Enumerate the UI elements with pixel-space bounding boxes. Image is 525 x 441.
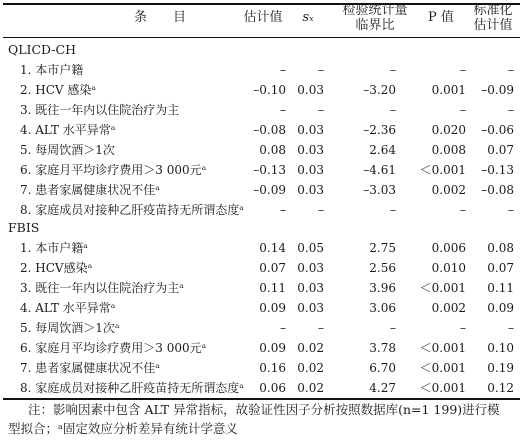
std-cell: –0.06	[481, 123, 514, 137]
std-cell: 0.09	[487, 301, 514, 315]
row-label: 8. 家庭成员对接种乙肝疫苗持无所谓态度ᵃ	[20, 203, 244, 217]
se-cell: 0.03	[297, 123, 324, 137]
std-cell: 0.07	[487, 261, 514, 275]
std-cell: –	[508, 103, 514, 117]
stat-cell: –	[390, 321, 396, 335]
p-cell: ＜0.001	[419, 163, 466, 177]
p-cell: 0.008	[431, 143, 466, 157]
header-stat-line2: 临界比	[355, 18, 395, 33]
se-cell: 0.02	[297, 381, 324, 395]
row-label: 3. 既往一年内以住院治疗为主ᵃ	[20, 281, 184, 295]
header-se: sₓ	[302, 10, 314, 25]
se-cell: 0.03	[297, 143, 324, 157]
p-cell: –	[460, 103, 466, 117]
row-label: 6. 家庭月平均诊疗费用＞3 000元ᵃ	[20, 163, 207, 177]
se-cell: –	[318, 203, 324, 217]
estimate-cell: –	[280, 321, 286, 335]
header-p: P 值	[428, 10, 454, 25]
stat-cell: 3.78	[369, 341, 396, 355]
se-cell: 0.03	[297, 163, 324, 177]
section-title-fbis: FBIS	[8, 220, 40, 235]
row-label: 8. 家庭成员对接种乙肝疫苗持无所谓态度ᵃ	[20, 381, 244, 395]
header-std-line1: 标准化	[473, 3, 513, 18]
stat-cell: –4.61	[363, 163, 396, 177]
se-cell: 0.03	[297, 261, 324, 275]
std-cell: –0.08	[481, 183, 514, 197]
se-cell: –	[318, 63, 324, 77]
se-cell: 0.03	[297, 83, 324, 97]
stat-cell: –	[390, 63, 396, 77]
p-cell: –	[460, 63, 466, 77]
estimate-cell: 0.14	[259, 241, 286, 255]
estimate-cell: 0.16	[259, 361, 286, 375]
estimate-cell: –0.08	[253, 123, 286, 137]
row-label: 1. 本市户籍ᵃ	[20, 241, 88, 255]
estimate-cell: 0.07	[259, 261, 286, 275]
std-cell: 0.08	[487, 241, 514, 255]
p-cell: ＜0.001	[419, 361, 466, 375]
p-cell: 0.006	[431, 241, 466, 255]
std-cell: –0.09	[481, 83, 514, 97]
se-cell: 0.02	[297, 341, 324, 355]
row-label: 4. ALT 水平异常ᵃ	[20, 123, 116, 137]
std-cell: –0.13	[481, 163, 514, 177]
row-label: 6. 家庭月平均诊疗费用＞3 000元ᵃ	[20, 341, 207, 355]
stat-cell: 2.56	[369, 261, 396, 275]
row-label: 1. 本市户籍	[20, 63, 84, 77]
stat-cell: 2.75	[369, 241, 396, 255]
row-label: 5. 每周饮酒＞1次ᵃ	[20, 321, 120, 335]
p-cell: –	[460, 203, 466, 217]
stat-cell: –2.36	[363, 123, 396, 137]
se-cell: –	[318, 103, 324, 117]
std-cell: 0.11	[487, 281, 514, 295]
stat-cell: 3.06	[369, 301, 396, 315]
se-cell: 0.05	[297, 241, 324, 255]
std-cell: –	[508, 321, 514, 335]
header-stat-line1: 检验统计量	[342, 3, 408, 18]
std-cell: –	[508, 203, 514, 217]
se-cell: 0.03	[297, 301, 324, 315]
std-cell: 0.12	[487, 381, 514, 395]
stat-cell: –	[390, 103, 396, 117]
estimate-cell: –0.13	[253, 163, 286, 177]
estimate-cell: –0.09	[253, 183, 286, 197]
estimate-cell: 0.09	[259, 341, 286, 355]
row-label: 2. HCV感染ᵃ	[20, 261, 93, 275]
estimate-cell: 0.09	[259, 301, 286, 315]
table-note-line2: 型拟合；ᵃ固定效应分析差异有统计学意义	[8, 421, 238, 436]
table-note-line1: 注：影响因素中包含 ALT 异常指标，故验证性因子分析按照数据库(n=1 199)进行模	[28, 402, 500, 417]
section-title-qlicd: QLICD-CH	[8, 42, 76, 57]
p-cell: –	[460, 321, 466, 335]
stat-cell: –3.20	[363, 83, 396, 97]
std-cell: 0.10	[487, 341, 514, 355]
se-cell: 0.03	[297, 281, 324, 295]
header-std-line2: 估计值	[473, 18, 513, 33]
se-cell: 0.03	[297, 183, 324, 197]
stat-cell: –3.03	[363, 183, 396, 197]
p-cell: ＜0.001	[419, 341, 466, 355]
row-label: 2. HCV 感染ᵃ	[20, 83, 97, 97]
row-label: 5. 每周饮酒＞1次	[20, 143, 115, 157]
header-bottom-rule	[3, 37, 520, 38]
stat-cell: –	[390, 203, 396, 217]
se-cell: –	[318, 321, 324, 335]
estimate-cell: –	[280, 203, 286, 217]
estimate-cell: 0.11	[259, 281, 286, 295]
row-label: 7. 患者家属健康状况不佳ᵃ	[20, 183, 160, 197]
stat-cell: 4.27	[369, 381, 396, 395]
estimate-cell: –	[280, 63, 286, 77]
estimate-cell: 0.08	[259, 143, 286, 157]
std-cell: 0.19	[487, 361, 514, 375]
p-cell: 0.001	[431, 83, 466, 97]
p-cell: 0.020	[431, 123, 466, 137]
table-top-rule	[3, 3, 520, 5]
row-label: 3. 既往一年内以住院治疗为主	[20, 103, 180, 117]
p-cell: 0.002	[431, 301, 466, 315]
header-estimate: 估计值	[243, 10, 283, 25]
p-cell: 0.010	[431, 261, 466, 275]
p-cell: ＜0.001	[419, 381, 466, 395]
estimate-cell: –0.10	[253, 83, 286, 97]
std-cell: –	[508, 63, 514, 77]
estimate-cell: 0.06	[259, 381, 286, 395]
se-cell: 0.02	[297, 361, 324, 375]
stat-cell: 3.96	[369, 281, 396, 295]
p-cell: 0.002	[431, 183, 466, 197]
p-cell: ＜0.001	[419, 281, 466, 295]
estimate-cell: –	[280, 103, 286, 117]
stat-cell: 6.70	[369, 361, 396, 375]
header-item: 条 目	[133, 10, 186, 25]
std-cell: 0.07	[487, 143, 514, 157]
stat-cell: 2.64	[369, 143, 396, 157]
row-label: 4. ALT 水平异常ᵃ	[20, 301, 116, 315]
row-label: 7. 患者家属健康状况不佳ᵃ	[20, 361, 160, 375]
